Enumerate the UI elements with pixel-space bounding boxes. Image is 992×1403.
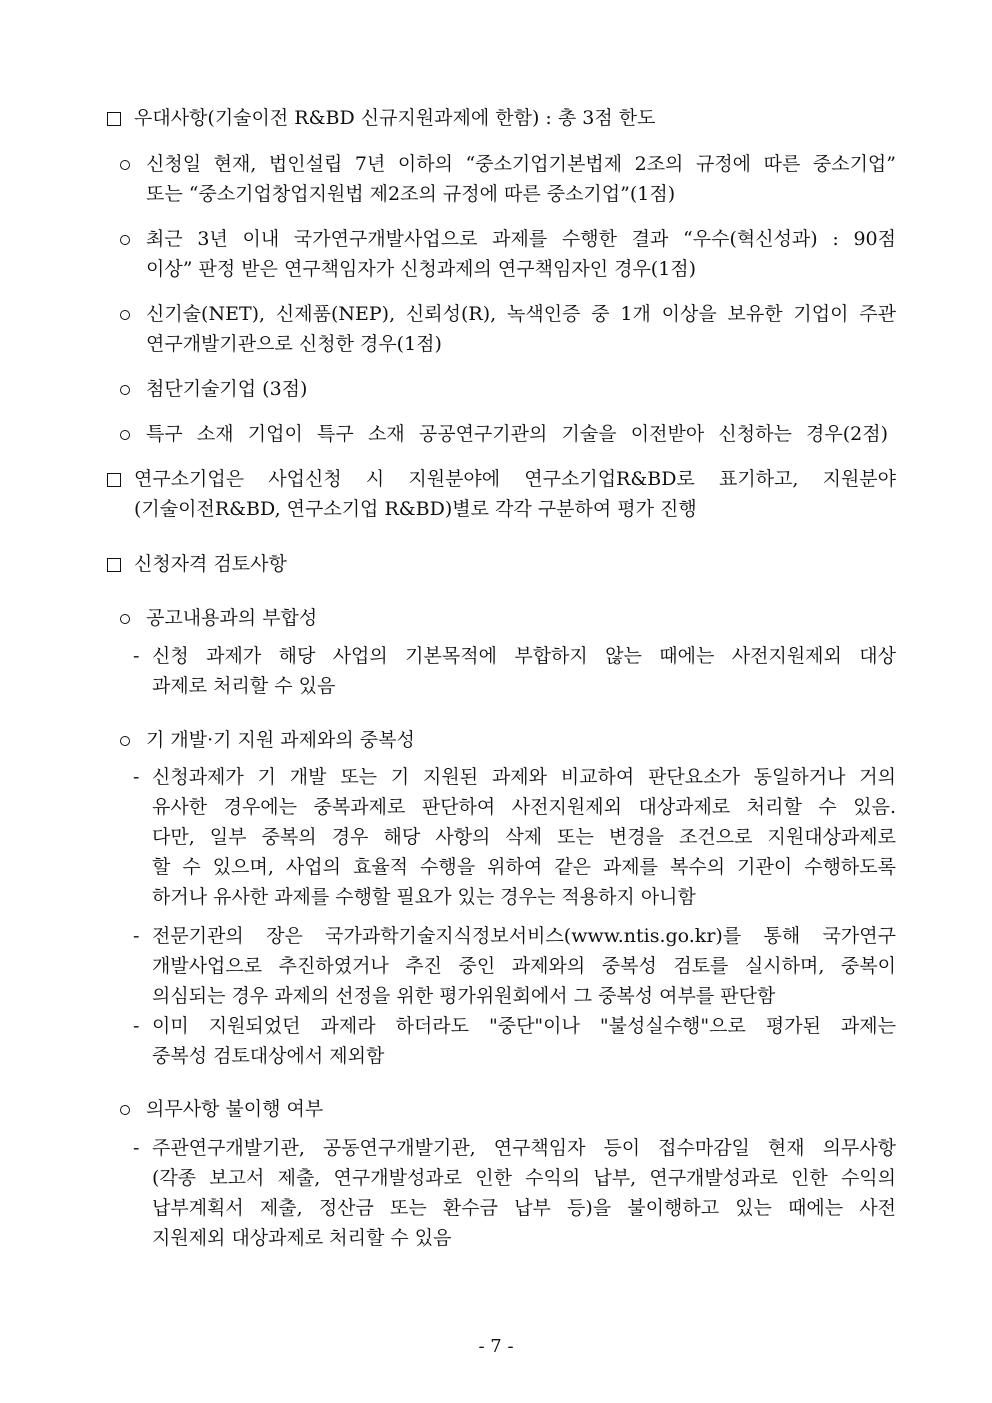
- dash-bullet: -: [133, 925, 140, 947]
- obligation-dash-1-line-4: 지원제외 대상과제로 처리할 수 있음: [152, 1227, 452, 1249]
- preferential-item-1-line-2: 또는 “중소기업창업지원법 제2조의 규정에 따른 중소기업”(1점): [146, 183, 676, 205]
- research-company-line-1: 연구소기업은 사업신청 시 지원분야에 연구소기업R&BD로 표기하고, 지원분야: [134, 468, 896, 490]
- preferential-item-4: 첨단기술기업 (3점): [146, 378, 308, 400]
- duplication-dash-1-line-5: 하거나 유사한 과제를 수행할 필요가 있는 경우는 적용하지 아니함: [152, 886, 696, 908]
- preferential-item-2-line-2: 이상” 판정 받은 연구책임자가 신청과제의 연구책임자인 경우(1점): [146, 258, 697, 280]
- duplication-dash-1-line-2: 유사한 경우에는 중복과제로 판단하여 사전지원제외 대상과제로 처리할 수 있음.: [152, 796, 896, 818]
- bullet-circle-icon: [120, 385, 130, 395]
- obligation-dash-1-line-1: 주관연구개발기관, 공동연구개발기관, 연구책임자 등이 접수마감일 현재 의무사항: [152, 1137, 896, 1159]
- section-heading-eligibility: 신청자격 검토사항: [134, 553, 287, 575]
- preferential-item-3-line-2: 연구개발기관으로 신청한 경우(1점): [146, 333, 442, 355]
- bullet-circle-icon: [120, 1105, 130, 1115]
- duplication-dash-3-line-2: 중복성 검토대상에서 제외함: [152, 1045, 385, 1067]
- dash-bullet: -: [133, 1137, 140, 1159]
- duplication-dash-1-line-4: 할 수 있으며, 사업의 효율적 수행을 위하여 같은 과제를 복수의 기관이 수행하도록: [152, 856, 896, 878]
- section-heading-preferential: 우대사항(기술이전 R&BD 신규지원과제에 한함) : 총 3점 한도: [134, 107, 656, 129]
- checkbox-square-icon: [107, 473, 121, 487]
- dash-bullet: -: [133, 1015, 140, 1037]
- duplication-dash-3-line-1: 이미 지원되었던 과제라 하더라도 "중단"이나 "불성실수행"으로 평가된 과제는: [152, 1015, 896, 1037]
- checkbox-square-icon: [107, 112, 121, 126]
- obligation-dash-1-line-3: 납부계획서 제출, 정산금 또는 환수금 납부 등)을 불이행하고 있는 때에는 사전: [152, 1197, 896, 1219]
- bullet-circle-icon: [120, 736, 130, 746]
- bullet-circle-icon: [120, 614, 130, 624]
- bullet-circle-icon: [120, 235, 130, 245]
- dash-bullet: -: [133, 645, 140, 667]
- preferential-item-5: 특구 소재 기업이 특구 소재 공공연구기관의 기술을 이전받아 신청하는 경우(2점): [146, 423, 888, 445]
- preferential-item-1-line-1: 신청일 현재, 법인설립 7년 이하의 “중소기업기본법제 2조의 규정에 따른 중소기업”: [146, 153, 896, 175]
- checkbox-square-icon: [107, 558, 121, 572]
- conformity-dash-1-line-1: 신청 과제가 해당 사업의 기본목적에 부합하지 않는 때에는 사전지원제외 대상: [152, 645, 896, 667]
- duplication-title: 기 개발·기 지원 과제와의 중복성: [146, 729, 415, 751]
- dash-bullet: -: [133, 766, 140, 788]
- bullet-circle-icon: [120, 160, 130, 170]
- research-company-line-2: (기술이전R&BD, 연구소기업 R&BD)별로 각각 구분하여 평가 진행: [134, 498, 697, 520]
- preferential-item-2-line-1: 최근 3년 이내 국가연구개발사업으로 과제를 수행한 결과 “우수(혁신성과) : 90점: [146, 228, 896, 250]
- duplication-dash-1-line-3: 다만, 일부 중복의 경우 해당 사항의 삭제 또는 변경을 조건으로 지원대상과제로: [152, 826, 896, 848]
- obligation-dash-1-line-2: (각종 보고서 제출, 연구개발성과로 인한 수익의 납부, 연구개발성과로 인한 수익의: [152, 1167, 896, 1189]
- duplication-dash-2-line-2: 개발사업으로 추진하였거나 추진 중인 과제와의 중복성 검토를 실시하며, 중복이: [152, 955, 896, 977]
- obligation-title: 의무사항 불이행 여부: [146, 1098, 324, 1120]
- duplication-dash-1-line-1: 신청과제가 기 개발 또는 기 지원된 과제와 비교하여 판단요소가 동일하거나 거의: [152, 766, 896, 788]
- page-number: - 7 -: [478, 1336, 514, 1357]
- conformity-title: 공고내용과의 부합성: [146, 607, 318, 629]
- preferential-item-3-line-1: 신기술(NET), 신제품(NEP), 신뢰성(R), 녹색인증 중 1개 이상을 보유한 기업이 주관: [146, 303, 896, 325]
- bullet-circle-icon: [120, 310, 130, 320]
- conformity-dash-1-line-2: 과제로 처리할 수 있음: [152, 675, 336, 697]
- bullet-circle-icon: [120, 430, 130, 440]
- duplication-dash-2-line-1: 전문기관의 장은 국가과학기술지식정보서비스(www.ntis.go.kr)를 통해 국가연구: [152, 925, 896, 947]
- duplication-dash-2-line-3: 의심되는 경우 과제의 선정을 위한 평가위원회에서 그 중복성 여부를 판단함: [152, 985, 776, 1007]
